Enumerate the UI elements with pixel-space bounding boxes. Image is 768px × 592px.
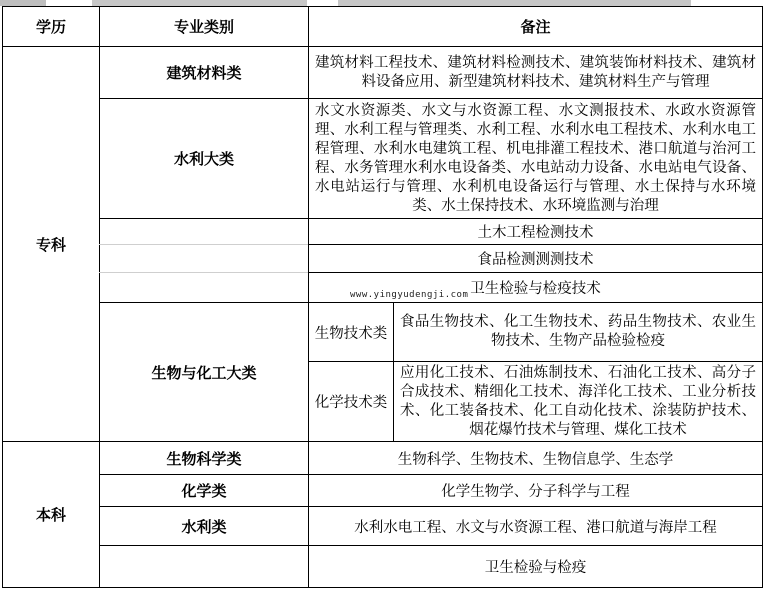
remarks-building-materials: 建筑材料工程技术、建筑材料检测技术、建筑装饰材料技术、建筑材料设备应用、新型建筑材料技术、建筑材料生产与管理 xyxy=(315,54,756,90)
category-bio-chem: 生物与化工大类 xyxy=(151,363,257,382)
category-water-conservancy: 水利大类 xyxy=(173,150,234,168)
watermark-text: www.yingyudengji.com xyxy=(350,290,469,300)
remarks-chemistry: 化学生物学、分子科学与工程 xyxy=(441,484,630,500)
header-category: 专业类别 xyxy=(173,18,234,36)
remarks-biotech: 食品生物技术、化工生物技术、药品生物技术、农业生物技术、生物产品检验检疫 xyxy=(400,314,756,349)
subcategory-biotech: 生物技术类 xyxy=(314,325,388,342)
level-junior-college: 专科 xyxy=(35,235,66,254)
remarks-bio-science: 生物科学、生物技术、生物信息学、生态学 xyxy=(397,451,674,468)
header-remarks: 备注 xyxy=(520,18,551,36)
remarks-water-conservancy: 水文水资源类、水文与水资源工程、水文测报技术、水政水资源管理、水利工程与管理类、水利工程、水利水电工程技术、水利水电工程管理、水利水电建筑工程、机电排灌工程技术、港口航道与治河工程、水务管理水利水电设备类、水电站动力设备、水电站电气设备、水电站运行与管理、水利机电设备运行与管理、水土保持与水环境类、水土保持技术、水环境监测与治理 xyxy=(315,102,756,214)
remarks-water-undergrad: 水利水电工程、水文与水资源工程、港口航道与海岸工程 xyxy=(354,519,717,536)
subcategory-chemtech: 化学技术类 xyxy=(314,395,388,411)
remarks-health-inspection: 卫生检验与检疫技术 xyxy=(470,281,601,297)
level-undergraduate: 本科 xyxy=(35,506,66,524)
category-building-materials: 建筑材料类 xyxy=(166,64,242,82)
category-empty xyxy=(100,546,308,587)
category-water-undergrad: 水利类 xyxy=(181,517,227,536)
category-chemistry: 化学类 xyxy=(181,482,227,500)
remarks-food-testing: 食品检测测测技术 xyxy=(477,252,594,268)
remarks-civil-testing: 土木工程检测技术 xyxy=(477,225,594,241)
remarks-health-inspection-undergrad: 卫生检验与检疫 xyxy=(484,560,587,576)
category-bio-science: 生物科学类 xyxy=(166,449,242,468)
header-education: 学历 xyxy=(35,18,66,36)
remarks-chemtech: 应用化工技术、石油炼制技术、石油化工技术、高分子合成技术、精细化工技术、海洋化工技术、工业分析技术、化工装备技术、化工自动化技术、涂装防护技术、烟花爆竹技术与管理、煤化工技术 xyxy=(400,364,756,438)
